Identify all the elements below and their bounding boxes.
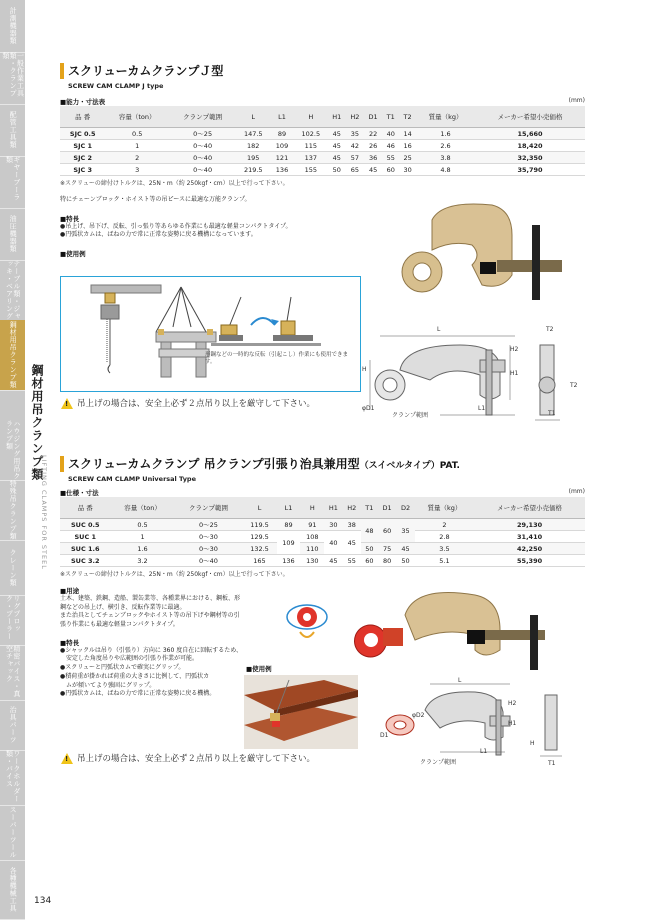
column-header: H2: [343, 497, 361, 519]
table-cell: 38: [343, 519, 361, 531]
column-header: 容量（ton）: [105, 106, 169, 128]
column-header: クランプ範囲: [175, 497, 243, 519]
side-tab-piping[interactable]: 配管工具類: [0, 104, 25, 157]
price-cell: 15,660: [475, 128, 585, 140]
table-cell: 110: [300, 543, 324, 555]
table-cell: 102.5: [294, 128, 328, 140]
table-cell: 115: [294, 140, 328, 152]
table-cell: 35: [346, 128, 364, 140]
side-tab-misc-tools[interactable]: 各種機械工具: [0, 860, 25, 920]
table-cell: 65: [346, 164, 364, 176]
model-cell: SJC 0.5: [60, 128, 105, 140]
warning-two-point-lift-1: ! 吊上げの場合は、安全上必ず２点吊り以上を厳守して下さい。: [61, 397, 315, 409]
table-cell: 0.5: [105, 128, 169, 140]
table-cell: 36: [364, 152, 382, 164]
table-row: [60, 128, 585, 140]
model-cell: SUC 0.5: [60, 519, 111, 531]
table-cell: 136: [270, 164, 294, 176]
table-cell: 137: [294, 152, 328, 164]
table-cell: 165: [242, 555, 276, 567]
table-cell: 109: [277, 531, 301, 555]
table-cell: 5.1: [415, 555, 474, 567]
table-cell: 45: [328, 152, 346, 164]
table-cell: 45: [324, 555, 342, 567]
dim-D1: D1: [380, 732, 389, 739]
table-cell: 50: [396, 555, 414, 567]
side-tab-special-clamps[interactable]: 特殊吊クランプ類: [0, 480, 25, 541]
table-cell: 25: [399, 152, 416, 164]
table-cell: 1.6: [416, 128, 475, 140]
section2-use-text: 土木、建築、鉄鋼、造船、製缶業等、各種業界における、鋼板、形 鋼などの吊上げ、横引き、反転作業等に最適。 また治具としてチェンブロックやホイスト等の吊下げや鋼材等の引 張り作業にも最適な軽量コンパクトタイプ。: [60, 595, 241, 629]
torque-note: ※スクリューの締付けトルクは、25N・m（約 250kgf・cm）以上で行って下さい。: [60, 571, 289, 578]
column-header: 質量（kg）: [415, 497, 474, 519]
table-cell: 45: [343, 531, 361, 555]
table-cell: 0～40: [169, 164, 236, 176]
section2-title-jp: スクリューカムクランプ 吊クランプ引張り治具兼用型（スイベルタイプ）PAT.: [68, 457, 460, 471]
table-cell: 0～30: [175, 543, 243, 555]
usage-illustration-box: [60, 276, 361, 392]
dim-clamp-range: クランプ範囲: [392, 412, 429, 419]
table-cell: 35: [396, 519, 414, 543]
column-header: D2: [396, 497, 414, 519]
table-cell: 147.5: [236, 128, 270, 140]
usage-caption: 形鋼などの一時的な反転（引起こし）作業にも使用できます。: [205, 352, 349, 366]
table-cell: 50: [328, 164, 346, 176]
column-header: T1: [382, 106, 399, 128]
dim-T1: T1: [548, 410, 556, 417]
table-cell: 80: [378, 555, 396, 567]
price-cell: 35,790: [475, 164, 585, 176]
table-row: [60, 152, 585, 164]
table-cell: 2: [105, 152, 169, 164]
table-cell: 75: [378, 543, 396, 555]
warning-two-point-lift-2: ! 吊上げの場合は、安全上必ず２点吊り以上を厳守して下さい。: [61, 752, 315, 764]
table-cell: 45: [396, 543, 414, 555]
table-cell: 60: [382, 164, 399, 176]
table-cell: 91: [300, 519, 324, 531]
table-cell: 195: [236, 152, 270, 164]
table-cell: 45: [364, 164, 382, 176]
dim-H1: H1: [508, 720, 517, 727]
table-cell: 30: [324, 519, 342, 531]
dim-T1: T1: [548, 760, 556, 767]
table-cell: 89: [277, 519, 301, 531]
column-header: 品 番: [60, 497, 111, 519]
column-header: T2: [399, 106, 416, 128]
dim-L: L: [437, 326, 441, 333]
price-cell: 18,420: [475, 140, 585, 152]
table-cell: 0～25: [175, 519, 243, 531]
side-tab-work-holder[interactable]: ワークホルダー類・バイス: [0, 750, 25, 806]
table-row: [60, 164, 585, 176]
table-cell: 1: [111, 531, 175, 543]
side-tab-gear-puller[interactable]: ギヤーブーラ類: [0, 156, 25, 209]
column-header: H2: [346, 106, 364, 128]
table-cell: 2.8: [415, 531, 474, 543]
usage-photo-universal: [244, 675, 358, 749]
table-cell: 22: [364, 128, 382, 140]
section1-title: [60, 62, 585, 79]
table-cell: 132.5: [242, 543, 276, 555]
price-cell: 31,410: [474, 531, 585, 543]
model-cell: SUC 3.2: [60, 555, 111, 567]
side-tab-measuring[interactable]: 計測機器類: [0, 0, 25, 53]
table-row: [60, 140, 585, 152]
table-cell: 1.6: [111, 543, 175, 555]
title-accent-bar: [60, 63, 64, 79]
category-vertical-label: 鋼材用吊クランプ類: [30, 364, 44, 481]
table-cell: 129.5: [242, 531, 276, 543]
column-header: L: [242, 497, 276, 519]
swivel-rotation-diagram: [282, 592, 332, 650]
column-header: D1: [378, 497, 396, 519]
dim-clamp-range: クランプ範囲: [420, 759, 457, 766]
spec-table-universal: [60, 497, 585, 567]
table-cell: 0～40: [169, 152, 236, 164]
dim-H2: H2: [510, 346, 519, 353]
section2-title: [60, 455, 585, 472]
model-cell: SJC 2: [60, 152, 105, 164]
side-tab-precision-vise[interactable]: 精密バイス・真空チャック: [0, 645, 25, 701]
feature-item: ●円弧状カムは、ばねの力で常に正常な姿勢に戻る機構になっています。: [60, 231, 257, 239]
dim-T2-side: T2: [570, 382, 578, 389]
table-cell: 121: [270, 152, 294, 164]
table-row: [60, 531, 585, 543]
table-cell: 60: [361, 555, 378, 567]
warning-icon: !: [61, 753, 73, 764]
table-cell: 89: [270, 128, 294, 140]
spec-table-j: [60, 106, 585, 176]
column-header: H1: [328, 106, 346, 128]
column-header: L1: [270, 106, 294, 128]
side-tab-hydraulic[interactable]: 油圧機器類: [0, 208, 25, 261]
table-cell: 0.5: [111, 519, 175, 531]
side-tab-steel-clamps[interactable]: 鋼材用吊クランプ類: [0, 320, 25, 391]
table-cell: 0～40: [169, 140, 236, 152]
side-tab-general-tools[interactable]: 一般作業工具類・クランプ類: [0, 52, 25, 105]
table-cell: 155: [294, 164, 328, 176]
dim-T2: T2: [546, 326, 554, 333]
table-row: [60, 519, 585, 531]
table-cell: 108: [300, 531, 324, 543]
table-cell: 26: [364, 140, 382, 152]
column-header: 品 番: [60, 106, 105, 128]
table-cell: 55: [343, 555, 361, 567]
product-photo-universal-type: [345, 580, 560, 675]
section2-usage-heading: ■使用例: [246, 665, 272, 673]
side-tab-super-tool[interactable]: スーパーツール: [0, 805, 25, 861]
table-cell: 3: [105, 164, 169, 176]
section2-table-heading: ■仕様・寸法 (mm): [60, 488, 585, 497]
section2-feature-heading: ■特長: [60, 638, 80, 647]
section2-feature-list: ●シャックルは吊り（引張り）方向に 360 度自在に回転するため、 安定した角度吊りや広範囲の引張り作業が可能。 ●スクリューと円弧状カムで確実にグリップ。 ●積荷重が掛かれば荷重の大きさに比例して、円弧状カ ムが傾いてより強固にグリップ。 ●円弧状カムは、ばねの力で常に正常な姿勢に戻る機構。: [60, 646, 242, 698]
model-cell: SJC 3: [60, 164, 105, 176]
dim-H1: H1: [510, 370, 519, 377]
column-header: 容量（ton）: [111, 497, 175, 519]
column-header: H1: [324, 497, 342, 519]
dim-H2: H2: [508, 700, 517, 707]
table-cell: 136: [277, 555, 301, 567]
section2-title-en: SCREW CAM CLAMP Universal Type: [68, 475, 196, 483]
column-header: T1: [361, 497, 378, 519]
section1-title-en: SCREW CAM CLAMP J type: [68, 82, 164, 90]
model-cell: SUC 1: [60, 531, 111, 543]
table-cell: 2: [415, 519, 474, 531]
column-header: メーカー希望小売価格: [474, 497, 585, 519]
model-cell: SUC 1.6: [60, 543, 111, 555]
section1-feature-heading: ■特長: [60, 214, 80, 223]
table-cell: 14: [399, 128, 416, 140]
price-cell: 42,250: [474, 543, 585, 555]
table-cell: 0～30: [175, 531, 243, 543]
column-header: 質量（kg）: [416, 106, 475, 128]
table-cell: 4.8: [416, 164, 475, 176]
model-cell: SJC 1: [60, 140, 105, 152]
section2-use-heading: ■用途: [60, 587, 80, 595]
warning-icon: !: [61, 398, 73, 409]
table-cell: 40: [324, 531, 342, 555]
table-cell: 55: [382, 152, 399, 164]
table-cell: 46: [382, 140, 399, 152]
column-header: クランプ範囲: [169, 106, 236, 128]
side-tab-jig-parts[interactable]: 治具パーツ: [0, 700, 25, 751]
table-cell: 40: [382, 128, 399, 140]
table-cell: 50: [361, 543, 378, 555]
table-row: [60, 543, 585, 555]
dim-L1: L1: [480, 748, 488, 755]
page-number: 134: [34, 896, 52, 906]
table-cell: 130: [300, 555, 324, 567]
side-tab-rig-block[interactable]: リグプロック・プーラー: [0, 595, 25, 646]
side-index: [0, 0, 25, 919]
column-header: メーカー希望小売価格: [475, 106, 585, 128]
column-header: L: [236, 106, 270, 128]
table-cell: 48: [361, 519, 378, 543]
side-tab-table-jack[interactable]: テーブル類・ジャッキ・ベアリング: [0, 260, 25, 321]
table-cell: 0～25: [169, 128, 236, 140]
table-cell: 30: [399, 164, 416, 176]
table-cell: 1: [105, 140, 169, 152]
category-english-label: LIFTING CLAMPS FOR STEEL: [40, 455, 48, 570]
table-cell: 2.6: [416, 140, 475, 152]
table-cell: 45: [328, 128, 346, 140]
dim-D1: φD1: [362, 405, 375, 412]
table-cell: 119.5: [242, 519, 276, 531]
price-cell: 29,130: [474, 519, 585, 531]
side-tab-crane[interactable]: クレーン類: [0, 540, 25, 596]
title-accent-bar: [60, 456, 64, 472]
table-cell: 57: [346, 152, 364, 164]
table-cell: 3.5: [415, 543, 474, 555]
table-cell: 3.8: [416, 152, 475, 164]
section1-title-jp: スクリューカムクランプＪ型: [68, 64, 224, 78]
feature-item: ●吊上げ、吊下げ、反転、引っ張り等あらゆる作業にも最適な軽量コンパクトタイプ。: [60, 222, 292, 230]
column-header: D1: [364, 106, 382, 128]
dim-H: H: [530, 740, 535, 747]
side-tab-housing-clamps[interactable]: ハウジング用吊クランプ類: [0, 420, 25, 481]
section1-description: 特にチェーンブロック・ホイスト等の吊ピースに最適な万能クランプ。: [60, 196, 251, 203]
table-cell: 45: [328, 140, 346, 152]
dim-L1: L1: [478, 405, 486, 412]
table-row: [60, 555, 585, 567]
dim-H: H: [362, 366, 367, 373]
table-cell: 3.2: [111, 555, 175, 567]
column-header: H: [294, 106, 328, 128]
product-photo-j-type: [392, 200, 592, 300]
table-cell: 16: [399, 140, 416, 152]
table-cell: 109: [270, 140, 294, 152]
dim-D2: φD2: [412, 712, 425, 719]
section1-table-heading: ■能力・寸法表 (mm): [60, 97, 585, 106]
table-cell: 60: [378, 519, 396, 543]
torque-note: ※スクリューの締付けトルクは、25N・m（約 250kgf・cm）以上で行って下さい。: [60, 180, 289, 187]
table-cell: 182: [236, 140, 270, 152]
usage-illustration: [61, 277, 360, 391]
section1-usage-heading: ■使用例: [60, 250, 86, 259]
table-cell: 0～40: [175, 555, 243, 567]
table-cell: 42: [346, 140, 364, 152]
column-header: L1: [277, 497, 301, 519]
column-header: H: [300, 497, 324, 519]
dim-L: L: [458, 677, 462, 684]
price-cell: 32,350: [475, 152, 585, 164]
table-cell: 219.5: [236, 164, 270, 176]
price-cell: 55,390: [474, 555, 585, 567]
